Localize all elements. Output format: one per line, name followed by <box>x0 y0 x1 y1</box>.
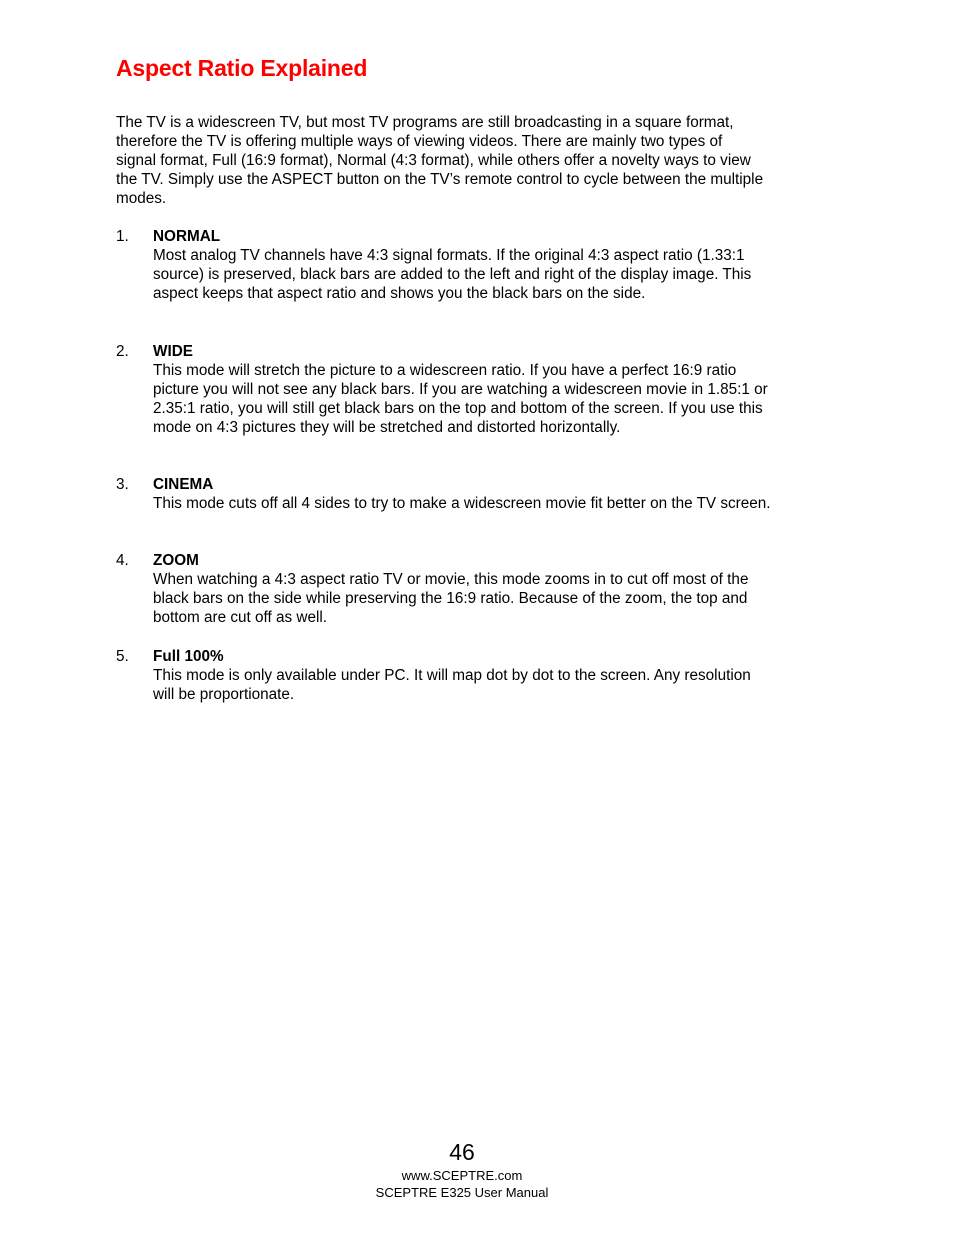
list-item-heading: Full 100% <box>153 648 224 665</box>
list-item-heading: ZOOM <box>153 552 199 569</box>
footer-manual-title: SCEPTRE E325 User Manual <box>375 1185 549 1200</box>
list-item-body <box>153 475 773 513</box>
list-item-text: Most analog TV channels have 4:3 signal formats. If the original 4:3 aspect ratio (1.33:1 source) is preserved, black bars are added to the left and right of the display image. This aspect keeps that aspect ratio and shows you the black bars on the side. <box>153 247 752 302</box>
list-item-number: 1. <box>116 228 129 245</box>
intro-paragraph: The TV is a widescreen TV, but most TV programs are still broadcasting in a square format, therefore the TV is offering multiple ways of viewing videos. There are mainly two types of signal format, Full (16:9 format), Normal (4:3 format), while others offer a novelty ways to view the TV. Simply use the ASPECT button on the TV’s remote control to cycle between the multiple modes. <box>116 114 764 207</box>
list-item-number: 5. <box>116 648 129 665</box>
list-item-heading: NORMAL <box>153 228 221 245</box>
list-item-heading: CINEMA <box>153 476 214 493</box>
list-item-text: When watching a 4:3 aspect ratio TV or movie, this mode zooms in to cut off most of the black bars on the side while preserving the 16:9 ratio. Because of the zoom, the top and bottom are cut off as well. <box>153 571 749 626</box>
list-item-text: This mode is only available under PC. It will map dot by dot to the screen. Any resolution will be proportionate. <box>153 667 751 703</box>
list-item-body <box>153 647 773 704</box>
list-item-text: This mode cuts off all 4 sides to try to make a widescreen movie fit better on the TV screen. <box>153 495 771 512</box>
list-item-body <box>153 227 773 303</box>
list-item-body <box>153 342 773 437</box>
list-item-text: This mode will stretch the picture to a widescreen ratio. If you have a perfect 16:9 ratio picture you will not see any black bars. If you are watching a widescreen movie in 1.85:1 or 2.35:1 ratio, you will still get black bars on the top and bottom of the screen. If you use this mode on 4:3 pictures they will be stretched and distorted horizontally. <box>153 362 768 436</box>
page-number: 46 <box>449 1139 475 1165</box>
list-item-body <box>153 551 773 627</box>
list-item-heading: WIDE <box>153 343 193 360</box>
list-item-number: 2. <box>116 343 129 360</box>
list-item-number: 3. <box>116 476 129 493</box>
list-item-number: 4. <box>116 552 129 569</box>
page-title: Aspect Ratio Explained <box>116 55 368 81</box>
footer-url: www.SCEPTRE.com <box>401 1168 523 1183</box>
